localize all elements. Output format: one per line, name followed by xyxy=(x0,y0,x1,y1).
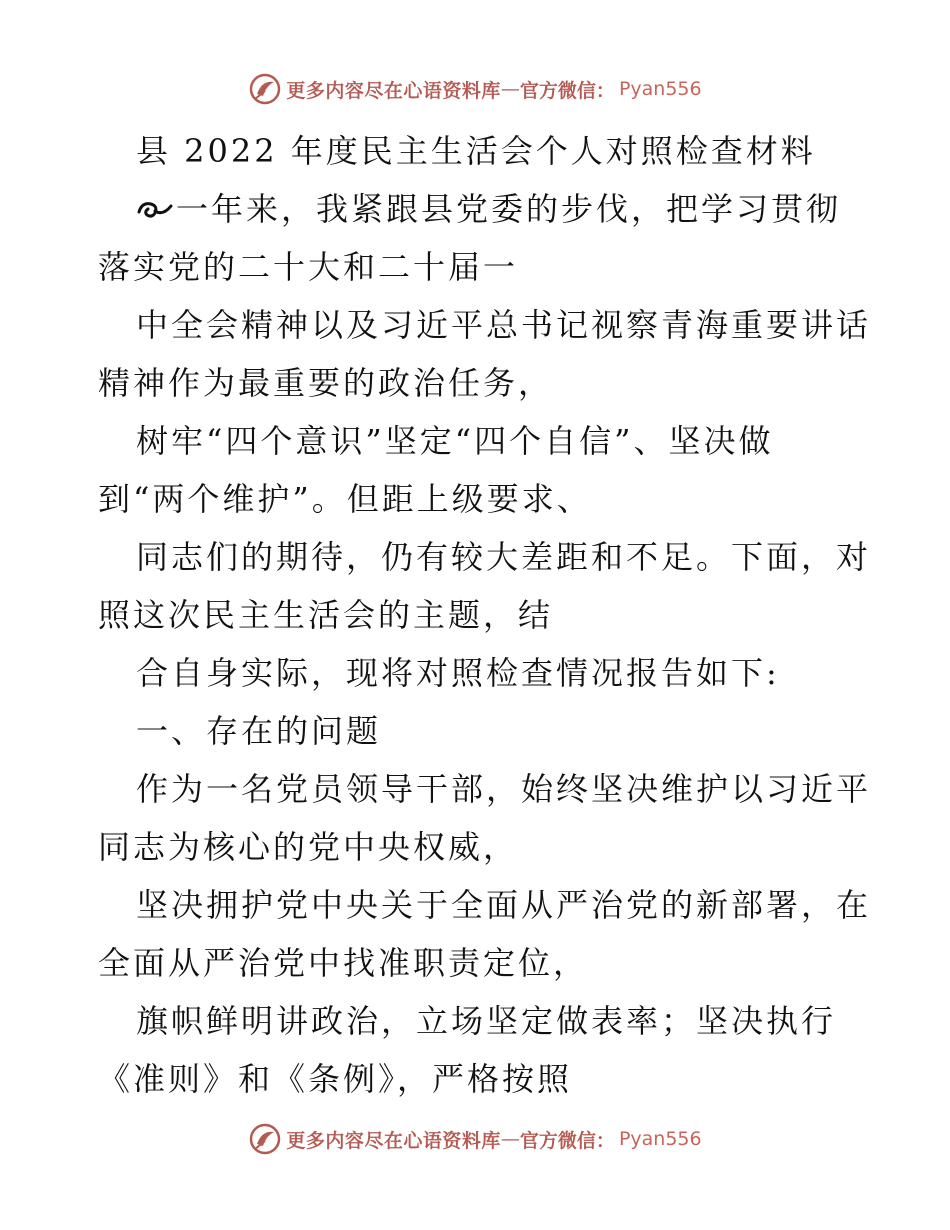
paragraph-line: 旗帜鲜明讲政治，立场坚定做表率；坚决执行 xyxy=(136,1002,837,1040)
paragraph-line: 落实党的二十大和二十届一 xyxy=(98,248,519,286)
banner-separator: — xyxy=(500,78,520,100)
paragraph-line: 全面从严治党中找准职责定位， xyxy=(98,944,589,982)
banner-slogan: 更多内容尽在心语资料库 xyxy=(286,79,501,102)
banner-wechat-label: 官方微信： xyxy=(519,79,615,102)
paragraph-line: 精神作为最重要的政治任务， xyxy=(98,364,554,402)
paragraph-line: 坚决拥护党中央关于全面从严治党的新部署，在 xyxy=(136,886,872,924)
footer-watermark-banner xyxy=(0,1122,950,1162)
brand-logo-icon xyxy=(248,1122,282,1156)
paragraph-line: 作为一名党员领导干部，始终坚决维护以习近平 xyxy=(136,770,872,808)
section-heading: 一、存在的问题 xyxy=(136,712,382,750)
paragraph-line: 到“两个维护”。但距上级要求、 xyxy=(98,480,592,518)
banner-wechat-label: 官方微信： xyxy=(519,1129,615,1152)
banner-separator: — xyxy=(500,1128,520,1150)
brand-logo-icon xyxy=(248,72,282,106)
paragraph-line: 树牢“四个意识”坚定“四个自信”、坚决做 xyxy=(136,422,774,460)
paragraph-line: 照这次民主生活会的主题，结 xyxy=(98,596,554,634)
banner-wechat-id: Pyan556 xyxy=(618,1128,702,1150)
paragraph-line: 合自身实际，现将对照检查情况报告如下: xyxy=(136,654,780,692)
paragraph-line: 同志们的期待，仍有较大差距和不足。下面，对 xyxy=(136,538,872,576)
paragraph-line-text: 一年来，我紧跟县党委的步伐，把学习贯彻 xyxy=(176,190,842,228)
paragraph-line xyxy=(136,186,841,232)
paragraph-line: 同志为核心的党中央权威， xyxy=(98,828,519,866)
header-watermark-banner xyxy=(0,72,950,112)
document-title: 县 2022 年度民主生活会个人对照检查材料 xyxy=(136,132,816,170)
swirl-ornament-icon xyxy=(136,194,174,224)
paragraph-line: 中全会精神以及习近平总书记视察青海重要讲话 xyxy=(136,306,872,344)
paragraph-line: 《准则》和《条例》，严格按照 xyxy=(98,1060,573,1098)
banner-wechat-id: Pyan556 xyxy=(618,78,702,100)
banner-slogan: 更多内容尽在心语资料库 xyxy=(286,1129,501,1152)
